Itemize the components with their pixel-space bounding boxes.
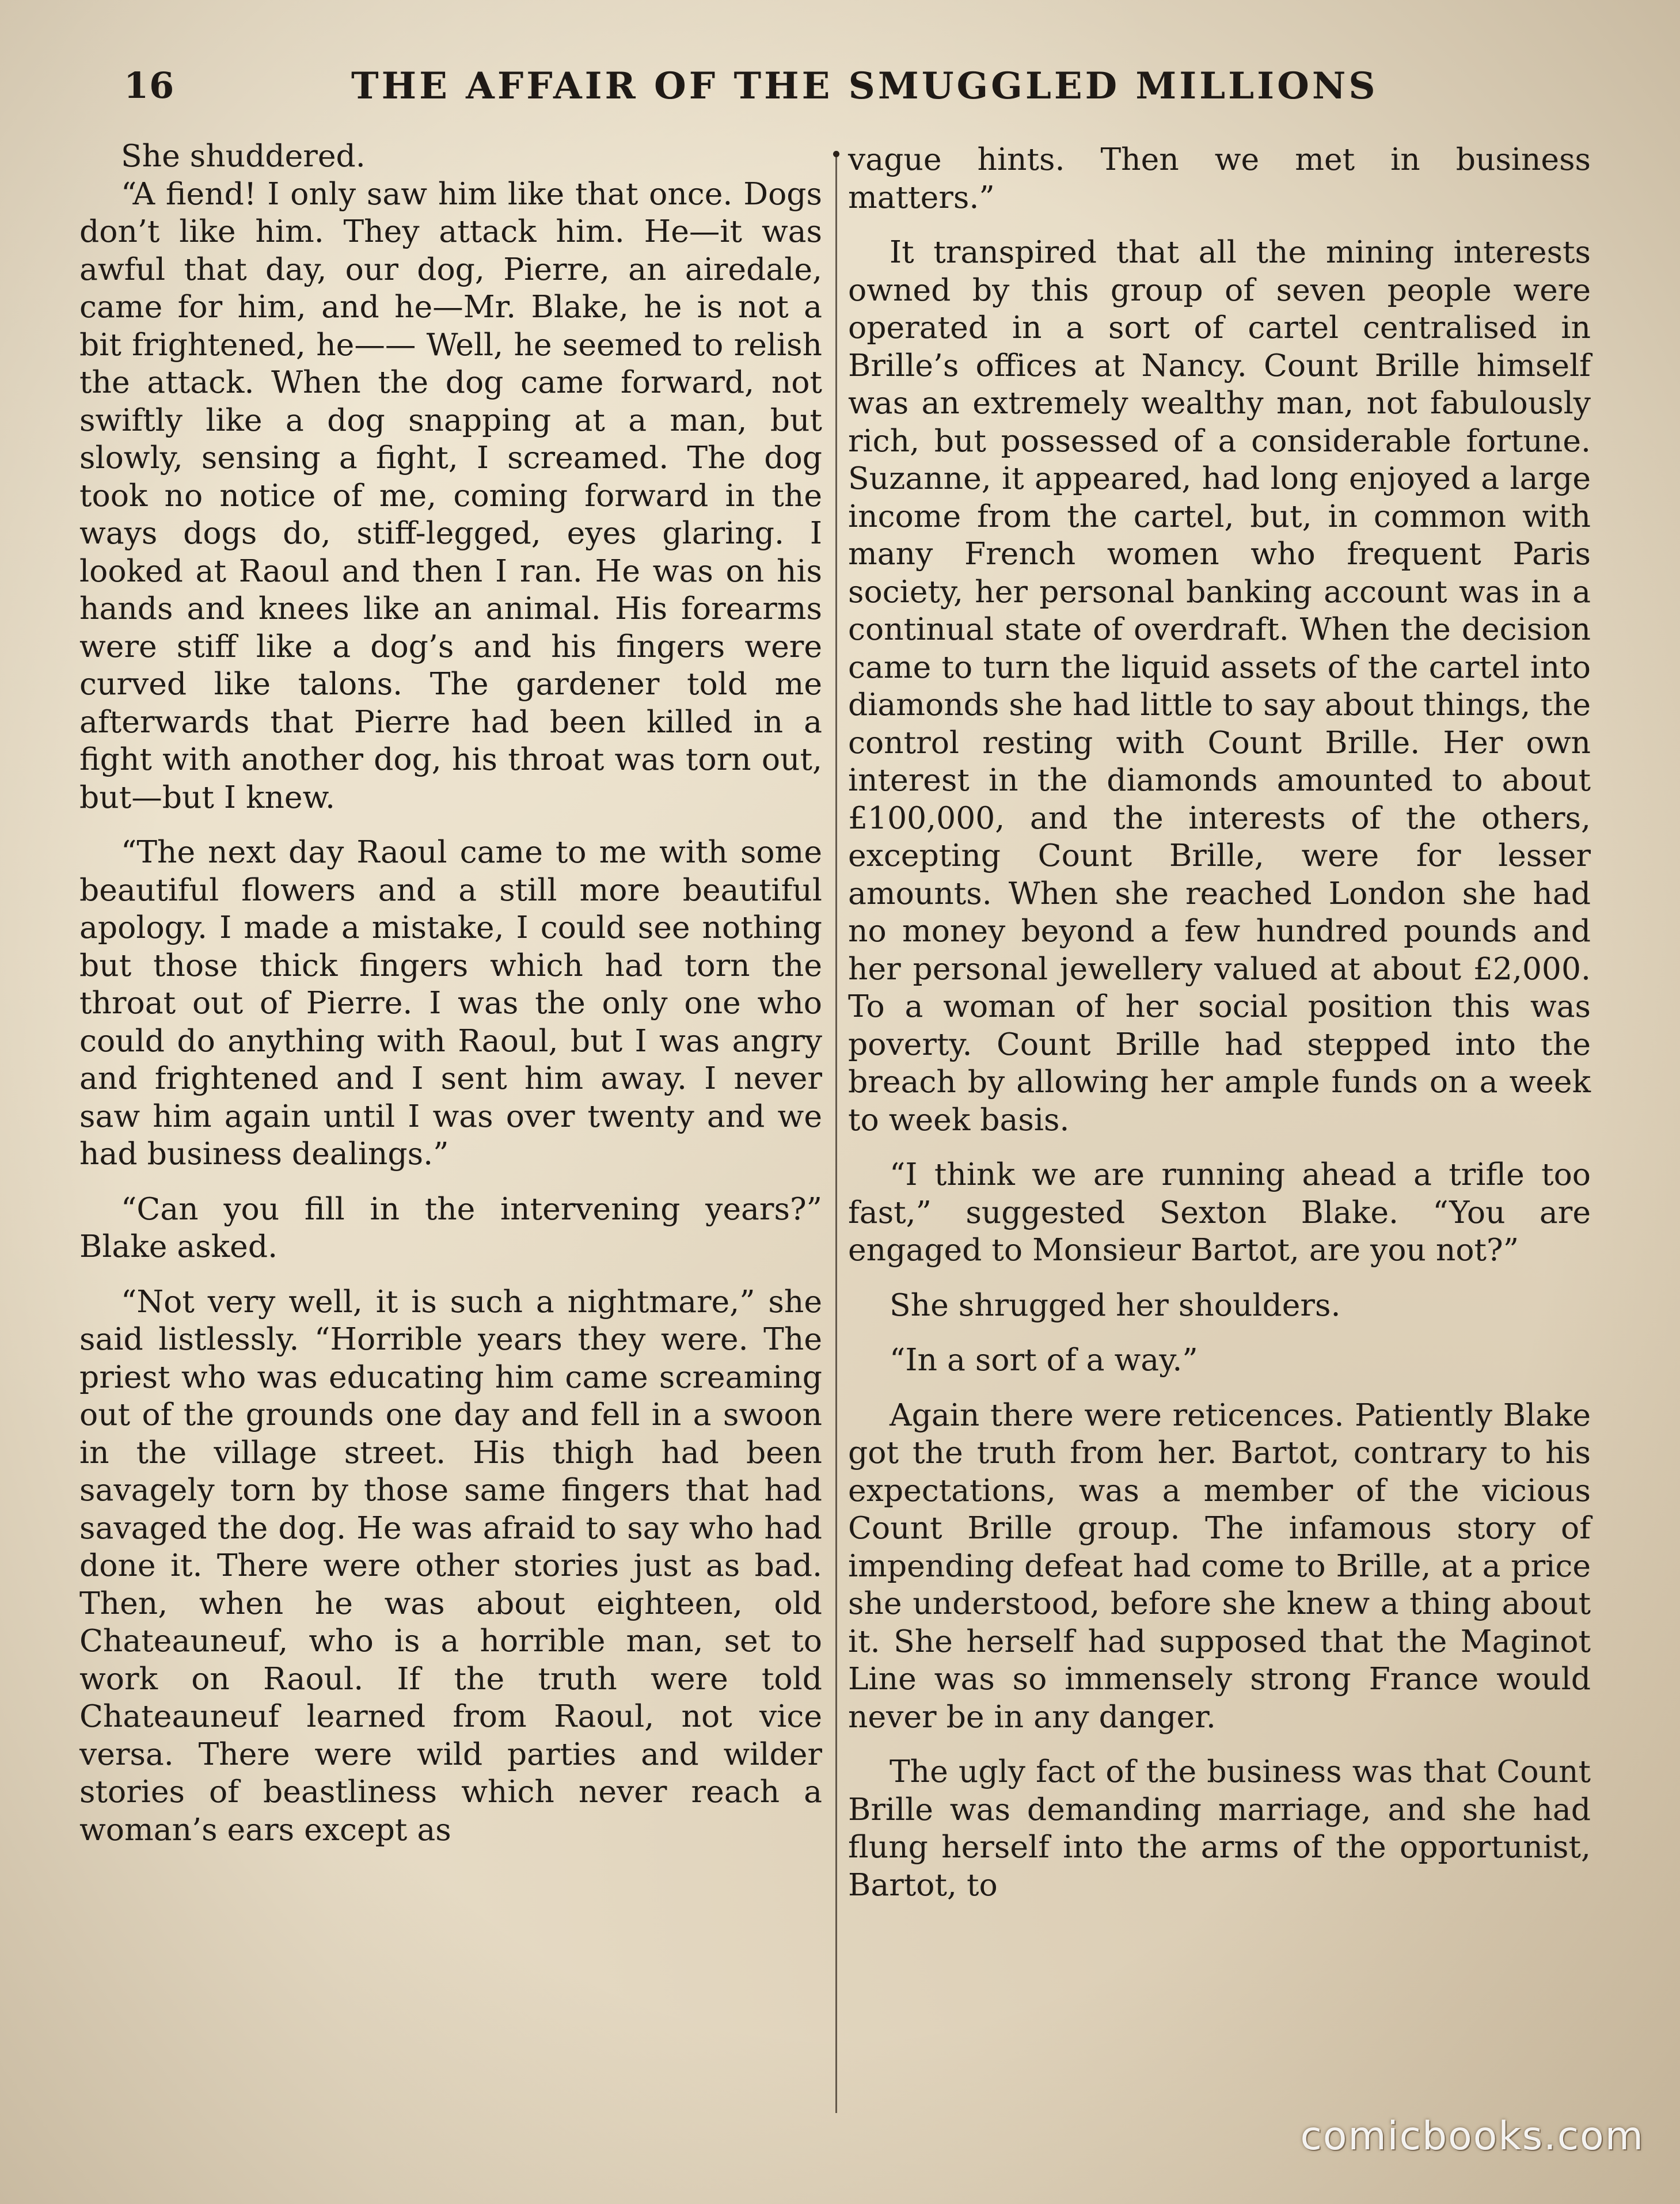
paragraph: She shuddered. (121, 138, 366, 174)
running-title: THE AFFAIR OF THE SMUGGLED MILLIONS (351, 64, 1378, 108)
page-header (124, 64, 1378, 116)
paragraph: “The next day Raoul came to me with some beautiful flowers and a still more beautiful apology. I made a mistake, I could see nothing but those thick fingers which had torn the throat out of Pierre. I was the only one who could do anything with Raoul, but I was angry and frightened and I sent him away. I never saw him again until I was over twenty and we had business dealings.” (79, 834, 822, 1172)
paragraph: “In a sort of a way.” (890, 1342, 1198, 1378)
paragraph: She shrugged her shoulders. (890, 1286, 1341, 1323)
paragraph: The ugly fact of the business was that Count Brille was demanding marriage, and she had flung herself into the arms of the opportunist, Bartot, to (848, 1753, 1591, 1903)
paragraph: vague hints. Then we met in business matters.” (848, 141, 1591, 215)
column-divider-mark (833, 151, 839, 157)
watermark: comicbooks.com (1300, 2114, 1644, 2159)
page-number: 16 (124, 64, 175, 107)
paragraph: It transpired that all the mining interests owned by this group of seven people were operated in a sort of cartel centralised in Brille’s offices at Nancy. Count Brille himself was an extremely wealthy man, not fabulously rich, but possessed of a considerable fortune. Suzanne, it appeared, had long enjoyed a large income from the cartel, but, in common with many French women who frequent Paris society, her personal banking account was in a continual state of overdraft. When the decision came to turn the liquid assets of the cartel into diamonds she had little to say about things, the control resting with Count Brille. Her own interest in the diamonds amounted to about £100,000, and the interests of the others, excepting Count Brille, were for lesser amounts. When she reached London she had no money beyond a few hundred pounds and her personal jewellery valued at about £2,000. To a woman of her social position this was poverty. Count Brille had stepped into the breach by allowing her ample funds on a week to week basis. (848, 234, 1591, 1138)
left-column (79, 137, 822, 1848)
paragraph: “I think we are running ahead a trifle too fast,” suggested Sexton Blake. “You are engaged to Monsieur Bartot, are you not?” (848, 1156, 1591, 1268)
column-divider (835, 155, 837, 2113)
paragraph: “Can you fill in the intervening years?” Blake asked. (79, 1190, 822, 1264)
paragraph: “Not very well, it is such a nightmare,” she said listlessly. “Horrible years they were. The priest who was educating him came screaming out of the grounds one day and fell in a swoon in the village street. His thigh had been savagely torn by those same fingers that had savaged the dog. He was afraid to say who had done it. There were other stories just as bad. Then, when he was about eighteen, old Chateauneuf, who is a horrible man, set to work on Raoul. If the truth were told Chateauneuf learned from Raoul, not vice versa. There were wild parties and wilder stories of beastliness which never reach a woman’s ears except as (79, 1283, 822, 1848)
right-column (848, 140, 1591, 1903)
paragraph: Again there were reticences. Patiently Blake got the truth from her. Bartot, contrary to his expectations, was a member of the vicious Count Brille group. The infamous story of impending defeat had come to Brille, at a price she understood, before she knew a thing about it. She herself had supposed that the Maginot Line was so immensely strong France would never be in any danger. (848, 1396, 1591, 1735)
paragraph: “A fiend! I only saw him like that once. Dogs don’t like him. They attack him. He—it was awful that day, our dog, Pierre, an airedale, came for him, and he—Mr. Blake, he is not a bit frightened, he—— Well, he seemed to relish the attack. When the dog came forward, not swiftly like a dog snapping at a man, but slowly, sensing a fight, I screamed. The dog took no notice of me, coming forward in the ways dogs do, stiff-legged, eyes glaring. I looked at Raoul and then I ran. He was on his hands and knees like an animal. His forearms were stiff like a dog’s and his fingers were curved like talons. The gardener told me afterwards that Pierre had been killed in a fight with another dog, his throat was torn out, but—but I knew. (79, 175, 822, 815)
